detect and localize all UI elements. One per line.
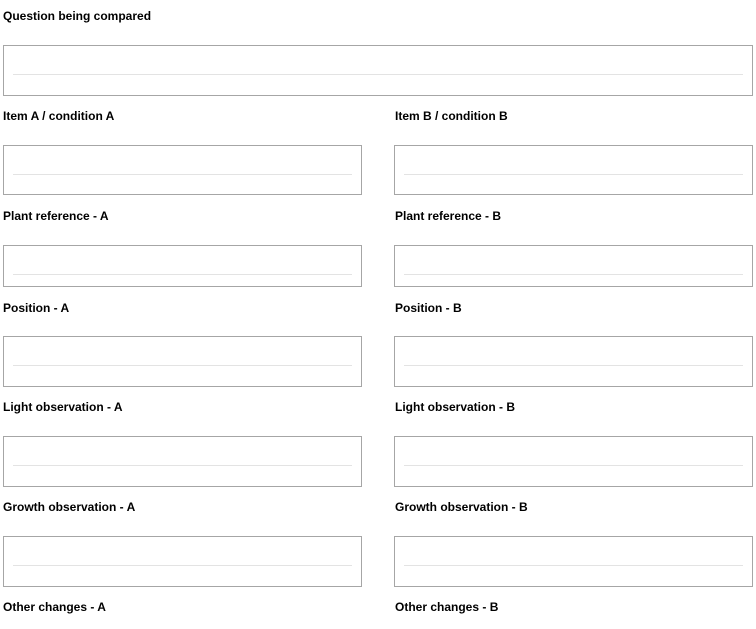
growth-observation-a-label: Growth observation - A — [3, 500, 136, 514]
question-field[interactable] — [3, 45, 753, 96]
item-a-label: Item A / condition A — [3, 109, 115, 123]
light-observation-b-field[interactable] — [394, 436, 753, 487]
plant-reference-a-label: Plant reference - A — [3, 209, 109, 223]
other-changes-b-label: Other changes - B — [395, 600, 499, 614]
item-b-label: Item B / condition B — [395, 109, 508, 123]
other-changes-a-label: Other changes - A — [3, 600, 106, 614]
position-a-label: Position - A — [3, 301, 70, 315]
writing-line — [13, 365, 352, 366]
writing-line — [13, 174, 352, 175]
writing-line — [404, 174, 743, 175]
question-label: Question being compared — [3, 9, 152, 23]
growth-observation-a-field[interactable] — [3, 536, 362, 587]
plant-reference-a-field[interactable] — [3, 245, 362, 287]
writing-line — [404, 565, 743, 566]
writing-line — [404, 274, 743, 275]
plant-reference-b-label: Plant reference - B — [395, 209, 502, 223]
writing-line — [13, 465, 352, 466]
position-b-field[interactable] — [394, 336, 753, 387]
position-a-field[interactable] — [3, 336, 362, 387]
writing-line — [13, 74, 743, 75]
light-observation-b-label: Light observation - B — [395, 400, 515, 414]
writing-line — [13, 565, 352, 566]
writing-line — [13, 274, 352, 275]
writing-line — [404, 365, 743, 366]
writing-line — [404, 465, 743, 466]
growth-observation-b-label: Growth observation - B — [395, 500, 528, 514]
light-observation-a-field[interactable] — [3, 436, 362, 487]
item-b-field[interactable] — [394, 145, 753, 195]
light-observation-a-label: Light observation - A — [3, 400, 123, 414]
item-a-field[interactable] — [3, 145, 362, 195]
plant-reference-b-field[interactable] — [394, 245, 753, 287]
growth-observation-b-field[interactable] — [394, 536, 753, 587]
position-b-label: Position - B — [395, 301, 462, 315]
